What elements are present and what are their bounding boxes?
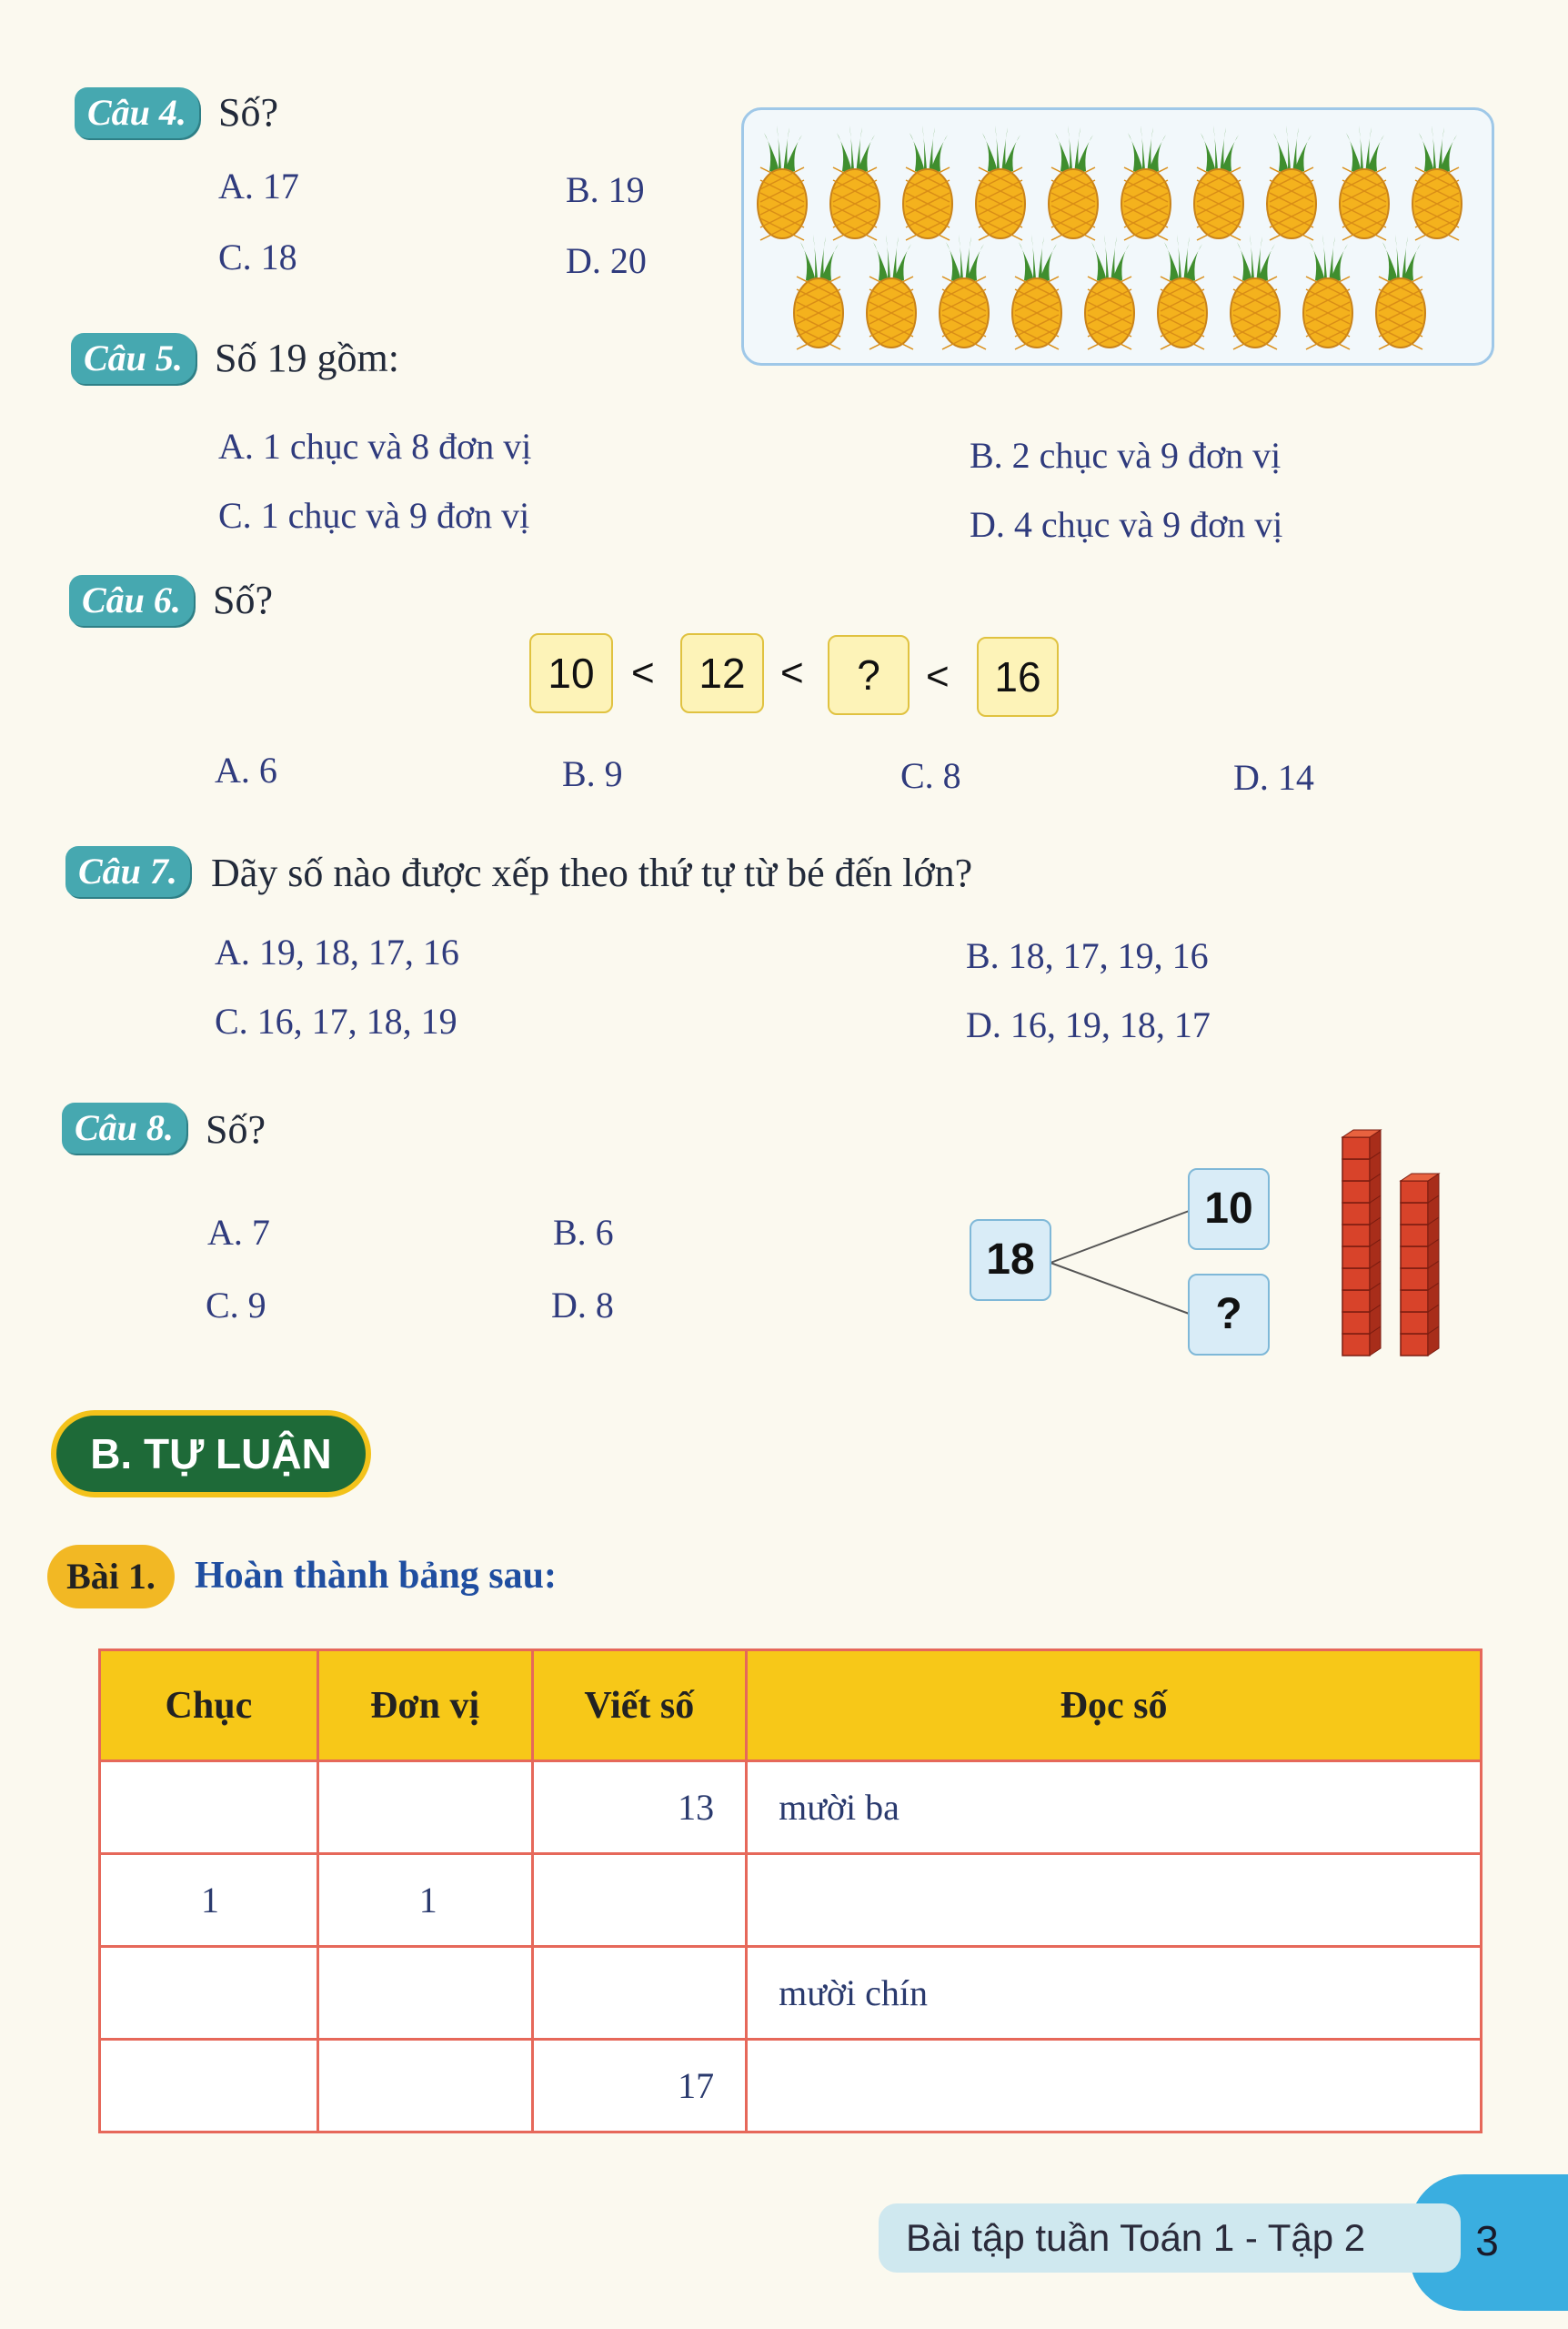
cell-chuc[interactable] xyxy=(100,1947,318,2040)
unit-block xyxy=(1342,1290,1370,1312)
book-title: Bài tập tuần Toán 1 - Tập 2 xyxy=(879,2203,1461,2273)
q6-option-a[interactable]: A. 6 xyxy=(215,750,277,791)
pineapple-icon xyxy=(1340,120,1389,240)
q5-option-b[interactable]: B. 2 chục và 9 đơn vị xyxy=(970,435,1282,476)
number-bond-lines xyxy=(1046,1201,1201,1337)
pineapple-icon xyxy=(1194,120,1243,240)
unit-block xyxy=(1342,1312,1370,1334)
table-row xyxy=(100,1947,1482,2040)
q4-option-d[interactable]: D. 20 xyxy=(566,240,647,281)
question-6-text: Số? xyxy=(213,578,273,622)
unit-block xyxy=(1342,1203,1370,1225)
number-table xyxy=(98,1648,1483,2133)
unit-block xyxy=(1342,1246,1370,1268)
cell-don-vi[interactable]: 1 xyxy=(317,1854,532,1947)
unit-block xyxy=(1401,1268,1428,1290)
unit-block xyxy=(1401,1334,1428,1356)
sequence-box-12: 12 xyxy=(680,633,764,713)
unit-block xyxy=(1342,1334,1370,1356)
q8-option-b[interactable]: B. 6 xyxy=(553,1212,614,1253)
question-7-tag: Câu 7. xyxy=(65,846,190,897)
sequence-box-16: 16 xyxy=(977,637,1059,717)
q7-option-b[interactable]: B. 18, 17, 19, 16 xyxy=(966,935,1209,976)
table-row xyxy=(100,1854,1482,1947)
pineapple-icon xyxy=(1049,120,1098,240)
less-than-sign-1: < xyxy=(631,650,655,695)
cell-viet-so[interactable]: 13 xyxy=(532,1761,747,1854)
q6-option-d[interactable]: D. 14 xyxy=(1233,757,1314,798)
cell-chuc[interactable] xyxy=(100,2040,318,2132)
pineapple-icon xyxy=(830,120,879,240)
number-bond-part-10: 10 xyxy=(1188,1168,1270,1250)
pineapple-icon xyxy=(1376,229,1425,349)
question-6-tag: Câu 6. xyxy=(69,575,194,626)
question-4-tag: Câu 4. xyxy=(75,87,199,138)
q7-option-c[interactable]: C. 16, 17, 18, 19 xyxy=(215,1001,457,1042)
sequence-box-10: 10 xyxy=(529,633,613,713)
pineapple-icon xyxy=(1085,229,1134,349)
q8-option-d[interactable]: D. 8 xyxy=(551,1285,614,1326)
q6-option-c[interactable]: C. 8 xyxy=(900,755,961,796)
q4-option-c[interactable]: C. 18 xyxy=(218,237,297,277)
q4-option-a[interactable]: A. 17 xyxy=(218,166,299,207)
question-5-text: Số 19 gồm: xyxy=(215,336,399,380)
pineapple-icon xyxy=(1303,229,1352,349)
sequence-box-unknown[interactable]: ? xyxy=(828,635,910,715)
unit-block xyxy=(1401,1290,1428,1312)
pineapple-icon xyxy=(794,229,843,349)
unit-block xyxy=(1342,1225,1370,1246)
cell-chuc[interactable]: 1 xyxy=(100,1854,318,1947)
cell-viet-so[interactable] xyxy=(532,1947,747,2040)
question-7-text: Dãy số nào được xếp theo thứ tự từ bé đến lớn? xyxy=(211,851,973,895)
question-8-text: Số? xyxy=(206,1107,266,1152)
unit-block xyxy=(1342,1159,1370,1181)
pineapple-icon xyxy=(940,229,989,349)
q4-option-b[interactable]: B. 19 xyxy=(566,169,645,210)
cell-don-vi[interactable] xyxy=(317,2040,532,2132)
pineapple-icon xyxy=(1231,229,1280,349)
cell-doc-so[interactable] xyxy=(747,2040,1482,2132)
cell-don-vi[interactable] xyxy=(317,1761,532,1854)
question-4-text: Số? xyxy=(218,90,278,135)
pineapple-icon xyxy=(976,120,1025,240)
unit-block xyxy=(1401,1203,1428,1225)
q6-option-b[interactable]: B. 9 xyxy=(562,753,623,794)
pineapple-icon xyxy=(867,229,916,349)
section-b-title: B. TỰ LUẬN xyxy=(51,1410,371,1497)
q5-option-a[interactable]: A. 1 chục và 8 đơn vị xyxy=(218,426,532,467)
page-number: 3 xyxy=(1475,2217,1499,2264)
pineapple-group xyxy=(741,107,1494,366)
table-row xyxy=(100,2040,1482,2132)
q5-option-c[interactable]: C. 1 chục và 9 đơn vị xyxy=(218,495,530,536)
q7-option-a[interactable]: A. 19, 18, 17, 16 xyxy=(215,932,459,973)
pineapple-icon xyxy=(1012,229,1061,349)
cell-viet-so[interactable]: 17 xyxy=(532,2040,747,2132)
question-5-tag: Câu 5. xyxy=(71,333,196,384)
unit-block xyxy=(1401,1181,1428,1203)
unit-block-columns xyxy=(1328,1064,1455,1365)
cell-doc-so[interactable] xyxy=(747,1854,1482,1947)
header-chuc: Chục xyxy=(100,1650,318,1761)
cell-don-vi[interactable] xyxy=(317,1947,532,2040)
unit-block xyxy=(1401,1225,1428,1246)
q8-option-a[interactable]: A. 7 xyxy=(207,1212,270,1253)
table-row xyxy=(100,1761,1482,1854)
less-than-sign-3: < xyxy=(926,654,950,699)
exercise-1-text: Hoàn thành bảng sau: xyxy=(195,1555,557,1597)
unit-block xyxy=(1401,1312,1428,1334)
cell-chuc[interactable] xyxy=(100,1761,318,1854)
header-don-vi: Đơn vị xyxy=(317,1650,532,1761)
number-bond-part-unknown[interactable]: ? xyxy=(1188,1274,1270,1356)
cell-doc-so[interactable]: mười ba xyxy=(747,1761,1482,1854)
q5-option-d[interactable]: D. 4 chục và 9 đơn vị xyxy=(970,504,1283,545)
pineapple-icon xyxy=(903,120,952,240)
pineapple-icon xyxy=(758,120,807,240)
pineapple-icon xyxy=(1121,120,1171,240)
header-doc-so: Đọc số xyxy=(747,1650,1482,1761)
unit-block xyxy=(1342,1268,1370,1290)
less-than-sign-2: < xyxy=(780,650,804,695)
unit-block xyxy=(1401,1246,1428,1268)
unit-block xyxy=(1342,1137,1370,1159)
pineapple-icon xyxy=(1267,120,1316,240)
cell-doc-so[interactable]: mười chín xyxy=(747,1947,1482,2040)
q7-option-d[interactable]: D. 16, 19, 18, 17 xyxy=(966,1004,1211,1045)
header-viet-so: Viết số xyxy=(532,1650,747,1761)
exercise-1-tag: Bài 1. xyxy=(47,1545,175,1608)
q8-option-c[interactable]: C. 9 xyxy=(206,1285,266,1326)
question-8-tag: Câu 8. xyxy=(62,1103,186,1154)
cell-viet-so[interactable] xyxy=(532,1854,747,1947)
table-header-row xyxy=(100,1650,1482,1761)
number-bond-whole: 18 xyxy=(970,1219,1051,1301)
pineapple-icon xyxy=(1158,229,1207,349)
pineapple-icon xyxy=(1412,120,1462,240)
unit-block xyxy=(1342,1181,1370,1203)
